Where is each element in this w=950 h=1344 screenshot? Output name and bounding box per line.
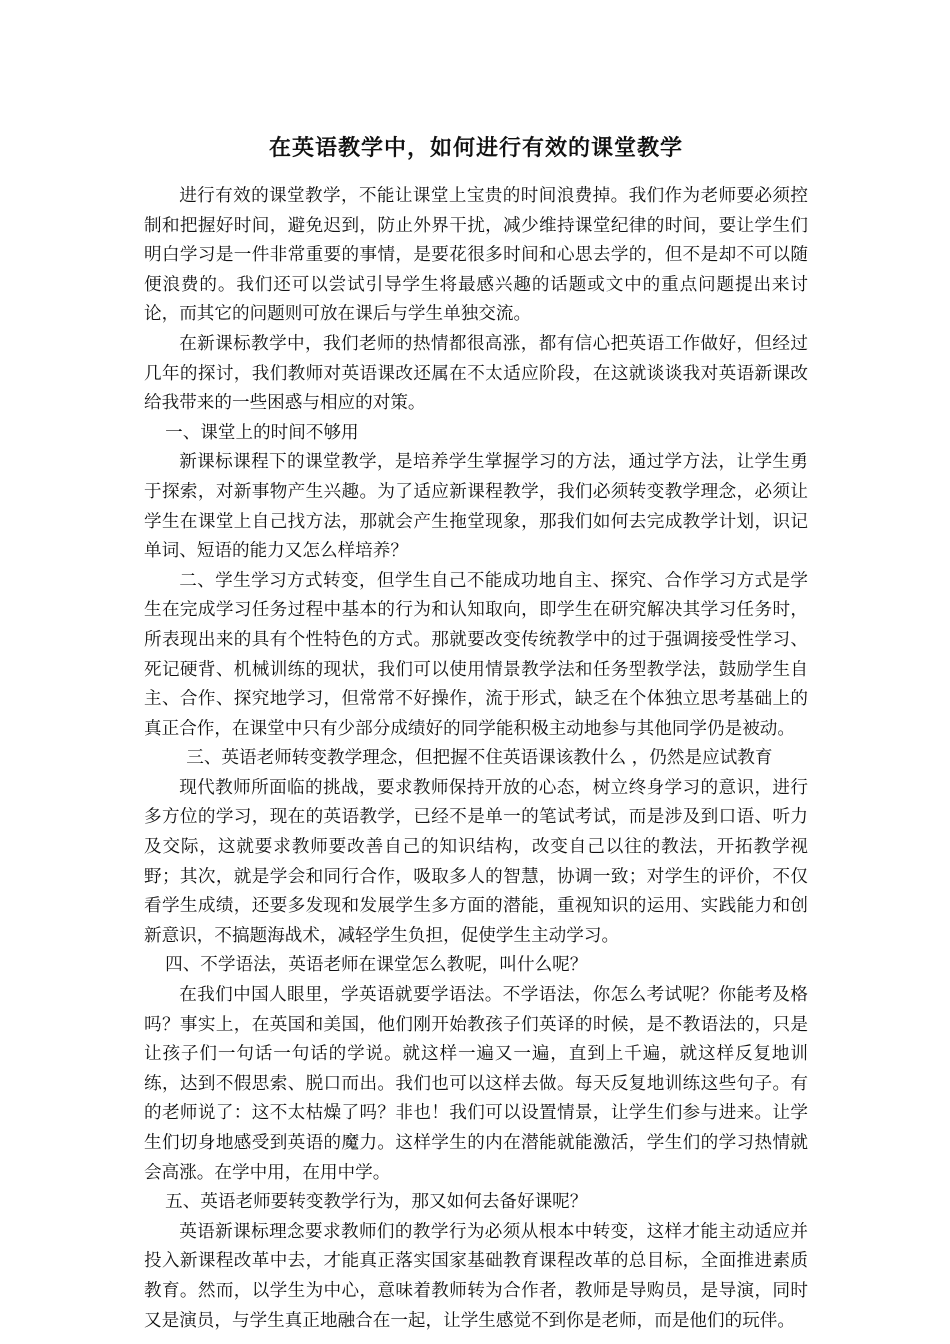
document-title: 在英语教学中，如何进行有效的课堂教学: [268, 135, 683, 161]
paragraph-context: 在新课标教学中，我们老师的热情都很高涨，都有信心把英语工作做好，但经过几年的探讨，我们教师对英语课改还属在不太适应阶段，在这就谈谈我对英语新课改给我带来的一些困惑与相应的对策。: [144, 333, 808, 414]
document-page: [144, 132, 808, 1336]
section-heading-4: 四、不学语法，英语老师在课堂怎么教呢，叫什么呢？: [165, 955, 588, 976]
paragraph-section-3: 现代教师所面临的挑战，要求教师保持开放的心态，树立终身学习的意识，进行多方位的学习，现在的英语教学，已经不是单一的笔试考试，而是涉及到口语、听力及交际，这就要求教师要改善自己的知识结构，改变自己以往的教法，开拓教学视野；其次，就是学会和同行合作，吸取多人的智慧，协调一致；对学生的评价，不仅看学生成绩，还要多发现和发展学生多方面的潜能，重视知识的运用、实践能力和创新意识，不搞题海战术，减轻学生负担，促使学生主动学习。: [144, 777, 808, 946]
section-heading-5: 五、英语老师要转变教学行为，那又如何去备好课呢？: [165, 1192, 588, 1213]
section-heading-1: 一、课堂上的时间不够用: [165, 422, 359, 443]
paragraph-intro: 进行有效的课堂教学，不能让课堂上宝贵的时间浪费掉。我们作为老师要必须控制和把握好时间，避免迟到，防止外界干扰，减少维持课堂纪律的时间，要让学生们明白学习是一件非常重要的事情，是要花很多时间和心思去学的，但不是却不可以随便浪费的。我们还可以尝试引导学生将最感兴趣的话题或文中的重点问题提出来讨论，而其它的问题则可放在课后与学生单独交流。: [144, 186, 808, 325]
paragraph-section-1: 新课标课程下的课堂教学，是培养学生掌握学习的方法，通过学方法，让学生勇于探索，对新事物产生兴趣。为了适应新课程教学，我们必须转变教学理念，必须让学生在课堂上自己找方法，那就会产生拖堂现象，那我们如何去完成教学计划，识记单词、短语的能力又怎么样培养？: [144, 452, 808, 562]
paragraph-section-4: 在我们中国人眼里，学英语就要学语法。不学语法，你怎么考试呢？你能考及格吗？事实上，在英国和美国，他们刚开始教孩子们英译的时候，是不教语法的，只是让孩子们一句话一句话的学说。就这样一遍又一遍，直到上千遍，就这样反复地训练，达到不假思索、脱口而出。我们也可以这样去做。每天反复地训练这些句子。有的老师说了：这不太枯燥了吗？非也！我们可以设置情景，让学生们参与进来。让学生们切身地感受到英语的魔力。这样学生的内在潜能就能激活，学生们的学习热情就会高涨。在学中用，在用中学。: [144, 985, 808, 1183]
paragraph-section-2: 二、学生学习方式转变，但学生自己不能成功地自主、探究、合作学习方式是学生在完成学习任务过程中基本的行为和认知取向，即学生在研究解决其学习任务时，所表现出来的具有个性特色的方式。那就要改变传统教学中的过于强调接受性学习、死记硬背、机械训练的现状，我们可以使用情景教学法和任务型教学法，鼓励学生自主、合作、探究地学习，但常常不好操作，流于形式，缺乏在个体独立思考基础上的真正合作，在课堂中只有少部分成绩好的同学能积极主动地参与其他同学仍是被动。: [144, 570, 808, 739]
paragraph-section-5: 英语新课标理念要求教师们的教学行为必须从根本中转变，这样才能主动适应并投入新课程改革中去，才能真正落实国家基础教育课程改革的总目标，全面推进素质教育。然而，以学生为中心，意味着教师转为合作者，教师是导购员，是导演，同时又是演员，与学生真正地融合在一起，让学生感觉不到你是老师，而是他们的玩伴。: [144, 1221, 808, 1331]
section-heading-3: 三、英语老师转变教学理念，但把握不住英语课该教什么 ，仍然是应试教育: [186, 748, 773, 769]
